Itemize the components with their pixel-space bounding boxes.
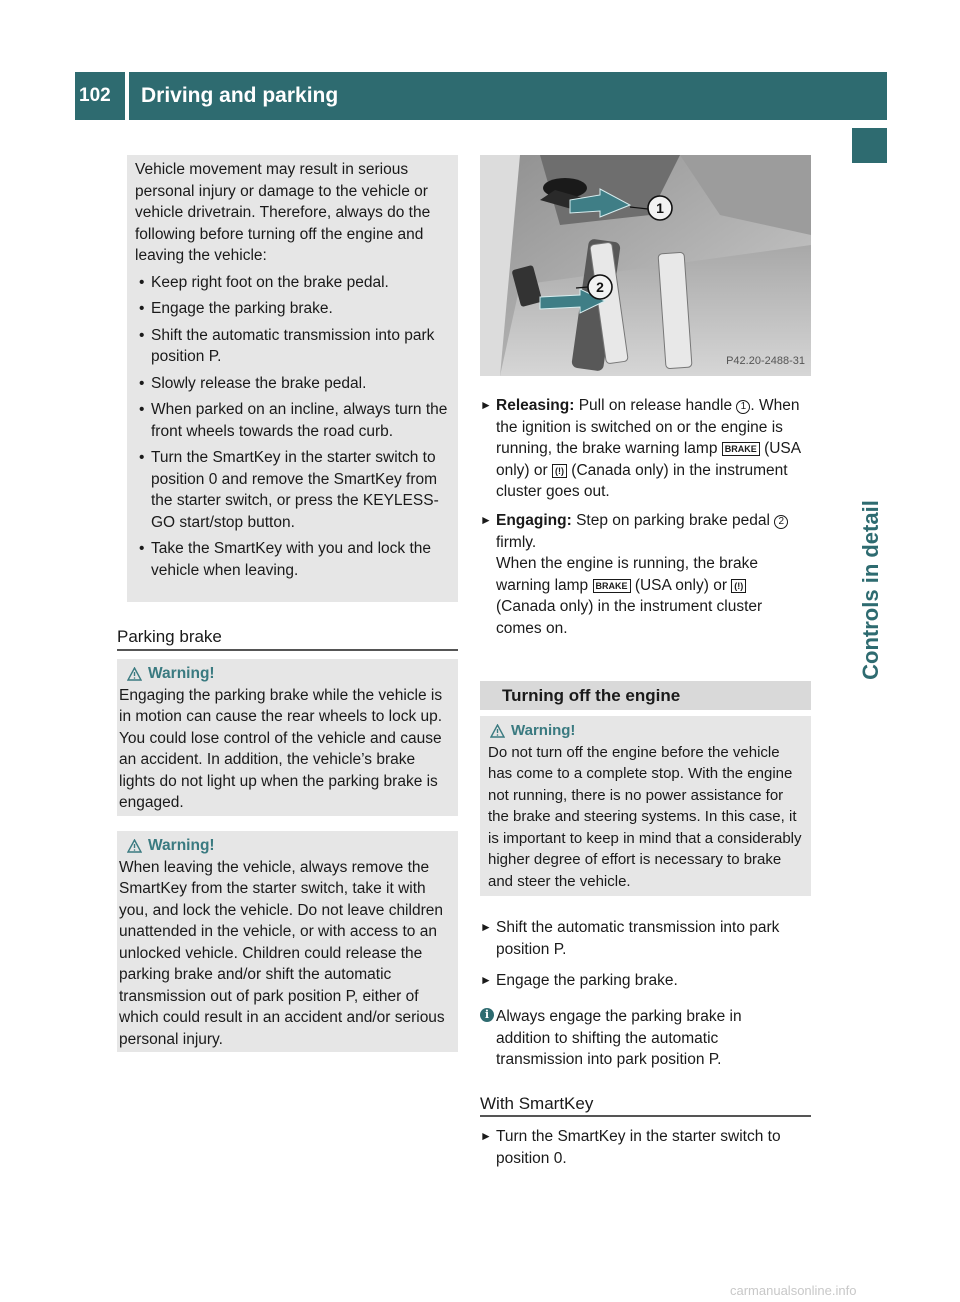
warning-label: Warning! [148,665,215,682]
callout-2: 2 [596,279,604,295]
section-title-with-smartkey: With SmartKey [480,1094,594,1113]
warning-triangle-icon [127,667,142,681]
callout-1: 1 [656,200,664,216]
step-arrow-icon: ► [480,1129,492,1143]
step-engaging: ► Engaging: Step on parking brake pedal 2 firmly. When the engine is running, the brake warning lamp BRAKE (USA only) or (!) (Canada only) in the instrument cluster comes on. [480,510,810,639]
brake-lamp-icon: BRAKE [593,579,631,593]
info-note: i Always engage the parking brake in addition to shifting the automatic transmission into park position P. [480,1006,790,1071]
warning-box [480,716,811,896]
info-icon: i [480,1008,494,1022]
warning-triangle-icon [127,839,142,853]
warning-box [117,831,458,1052]
bullet-item: • When parked on an incline, always turn the front wheels towards the road curb. [135,399,452,442]
side-tab-marker [852,128,887,163]
bullet-item: • Take the SmartKey with you and lock the vehicle when leaving. [135,538,452,581]
bullet-item: • Engage the parking brake. [135,298,452,320]
releasing-label: Releasing: [496,397,575,414]
warning-triangle-icon [490,724,505,738]
warning-text: When leaving the vehicle, always remove the SmartKey from the starter switch, take it with you, and lock the vehicle. Do not leave children unattended in the vehicle, or with access to an unlocked vehicle. Children could release the parking brake and/or shift the automatic transmission out of park position P, either of which could result in an accident and/or serious personal injury. [119,858,445,1048]
pedal-figure [480,155,811,376]
warning-label: Warning! [148,837,215,854]
step-shift-park: ► Shift the automatic transmission into park position P. [480,919,780,958]
section-title-turning-off-engine: Turning off the engine [480,681,811,710]
bullet-item: • Keep right foot on the brake pedal. [135,272,452,294]
chapter-title: Driving and parking [129,72,887,120]
bullet-item: • Slowly release the brake pedal. [135,373,452,395]
figure-code: P42.20-2488-31 [726,354,805,367]
caution-box [127,155,458,602]
watermark-url: carmanualsonline.info [730,1283,857,1298]
pedal-illustration [480,155,811,376]
step-releasing: ► Releasing: Pull on release handle 1 . When the ignition is switched on or the engine is running, the brake warning lamp BRAKE (USA only) or (!) (Canada only) in the instrument cluster goes out. [480,397,801,500]
bullet-item: • Shift the automatic transmission into park position P. [135,325,452,368]
section-title-parking-brake: Parking brake [117,627,222,646]
step-arrow-icon: ► [480,398,492,412]
callout-ref-1: 1 [736,400,750,414]
brake-lamp-icon: BRAKE [722,442,760,456]
side-label-container [856,460,886,720]
canada-brake-lamp-icon: (!) [731,579,746,593]
bullet-item: • Turn the SmartKey in the starter switch to position 0 and remove the SmartKey from the starter switch, or press the KEYLESS-GO start/stop button. [135,447,452,533]
canada-brake-lamp-icon: (!) [552,464,567,478]
page-number: 102 [75,72,125,120]
step-arrow-icon: ► [480,513,492,527]
warning-text: Do not turn off the engine before the vehicle has come to a complete stop. With the engine not running, there is no power assistance for the brake and steering systems. In this case, it is important to keep in mind that a considerably higher degree of effort is necessary to brake and steer the vehicle. [488,743,802,890]
caution-intro: Vehicle movement may result in serious personal injury or damage to the vehicle or vehicle drivetrain. Therefore, always do the following before turning off the engine and leaving the vehicle: [135,161,431,264]
callout-ref-2: 2 [774,515,788,529]
warning-label: Warning! [511,722,576,739]
step-arrow-icon: ► [480,973,492,987]
warning-text: Engaging the parking brake while the vehicle is in motion can cause the rear wheels to lock up. You could lose control of the vehicle and cause an accident. In addition, the vehicle’s brake lights do not light up when the parking brake is engaged. [119,686,443,811]
side-label: Controls in detail [858,500,883,680]
section-rule [480,1115,811,1117]
step-arrow-icon: ► [480,920,492,934]
warning-box [117,659,458,816]
step-turn-smartkey: ► Turn the SmartKey in the starter switch to position 0. [480,1128,781,1167]
section-rule [117,649,458,651]
step-engage-brake: ► Engage the parking brake. [480,970,810,992]
engaging-label: Engaging: [496,512,572,529]
